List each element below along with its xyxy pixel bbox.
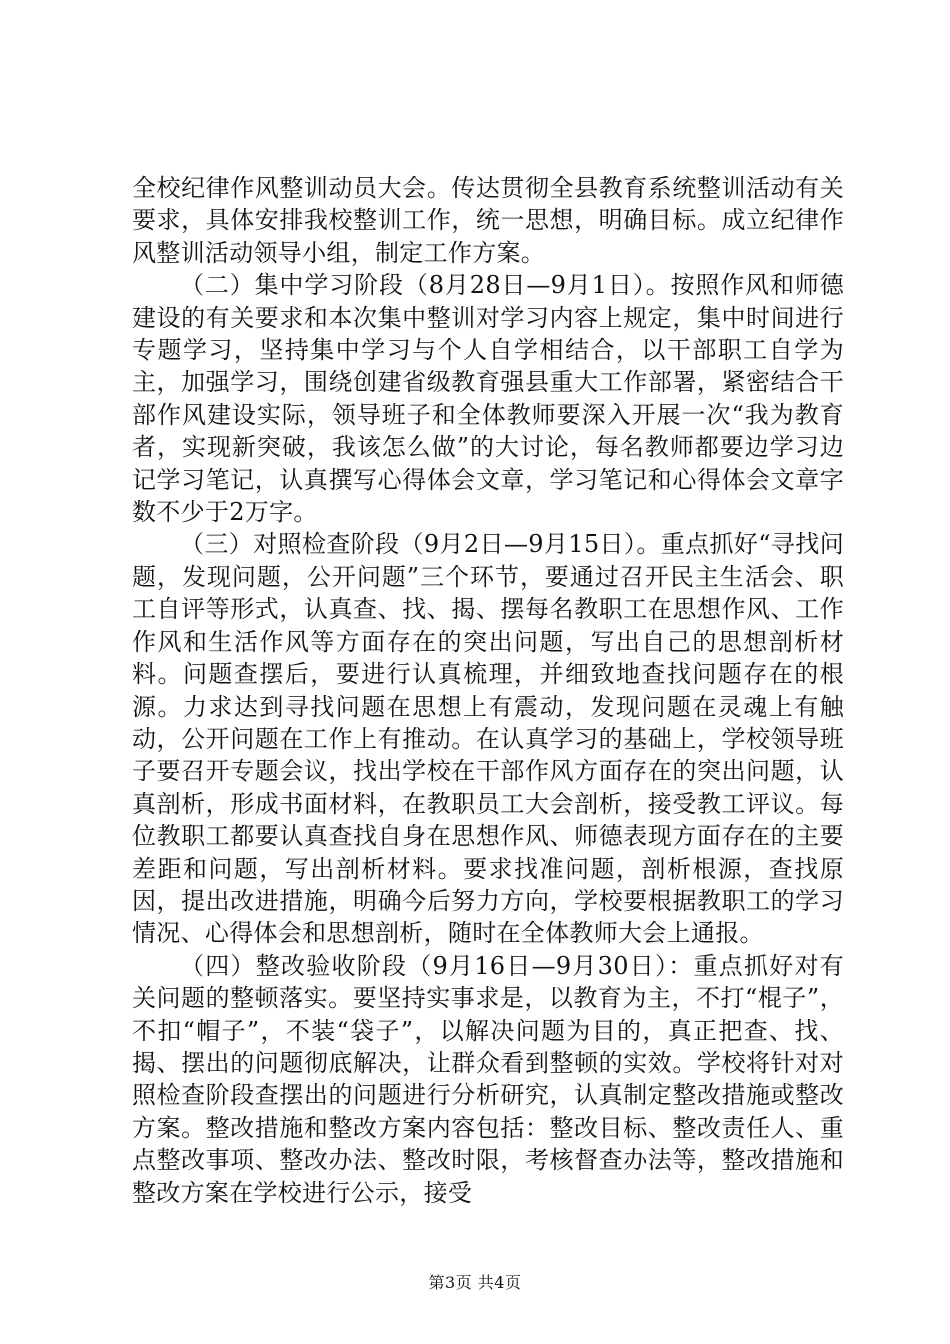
paragraph-stage-2-study: （二）集中学习阶段（8月28日—9月1日）。按照作风和师德建设的有关要求和本次集中整训对学习内容上规定，集中时间进行专题学习，坚持集中学习与个人自学相结合，以干部职工自学为主，加强学习，围绕创建省级教育强县重大工作部署，紧密结合干部作风建设实际，领导班子和全体教师要深入开展一次“我为教育者，实现新突破，我该怎么做”的大讨论，每名教师都要边学习边记学习笔记，认真撰写心得体会文章，学习笔记和心得体会文章字数不少于2万字。 (132, 271, 844, 527)
paragraph-stage-3-review: （三）对照检查阶段（9月2日—9月15日）。重点抓好“寻找问题，发现问题，公开问题”三个环节，要通过召开民主生活会、职工自评等形式，认真查、找、揭、摆每名教职工在思想作风、工作作风和生活作风等方面存在的突出问题，写出自己的思想剖析材料。问题查摆后，要进行认真梳理，并细致地查找问题存在的根源。力求达到寻找问题在思想上有震动，发现问题在灵魂上有触动，公开问题在工作上有推动。在认真学习的基础上，学校领导班子要召开专题会议，找出学校在干部作风方面存在的突出问题，认真剖析，形成书面材料，在教职员工大会剖析，接受教工评议。每位教职工都要认真查找自身在思想作风、师德表现方面存在的主要差距和问题，写出剖析材料。要求找准问题，剖析根源，查找原因，提出改进措施，明确今后努力方向，学校要根据教职工的学习情况、心得体会和思想剖析，随时在全体教师大会上通报。 (132, 530, 844, 948)
document-body (132, 172, 844, 1209)
paragraph-continuation: 全校纪律作风整训动员大会。传达贯彻全县教育系统整训活动有关要求，具体安排我校整训工作，统一思想，明确目标。成立纪律作风整训活动领导小组，制定工作方案。 (132, 174, 844, 267)
paragraph-stage-4-rectification: （四）整改验收阶段（9月16日—9月30日）：重点抓好对有关问题的整顿落实。要坚持实事求是，以教育为主，不打“棍子”，不扣“帽子”，不装“袋子”，以解决问题为目的，真正把查、找、揭、摆出的问题彻底解决，让群众看到整顿的实效。学校将针对对照检查阶段查摆出的问题进行分析研究，认真制定整改措施或整改方案。整改措施和整改方案内容包括：整改目标、整改责任人、重点整改事项、整改办法、整改时限，考核督查办法等，整改措施和整改方案在学校进行公示，接受 (132, 951, 844, 1207)
page-footer: 第3页 共4页 (428, 1273, 522, 1292)
